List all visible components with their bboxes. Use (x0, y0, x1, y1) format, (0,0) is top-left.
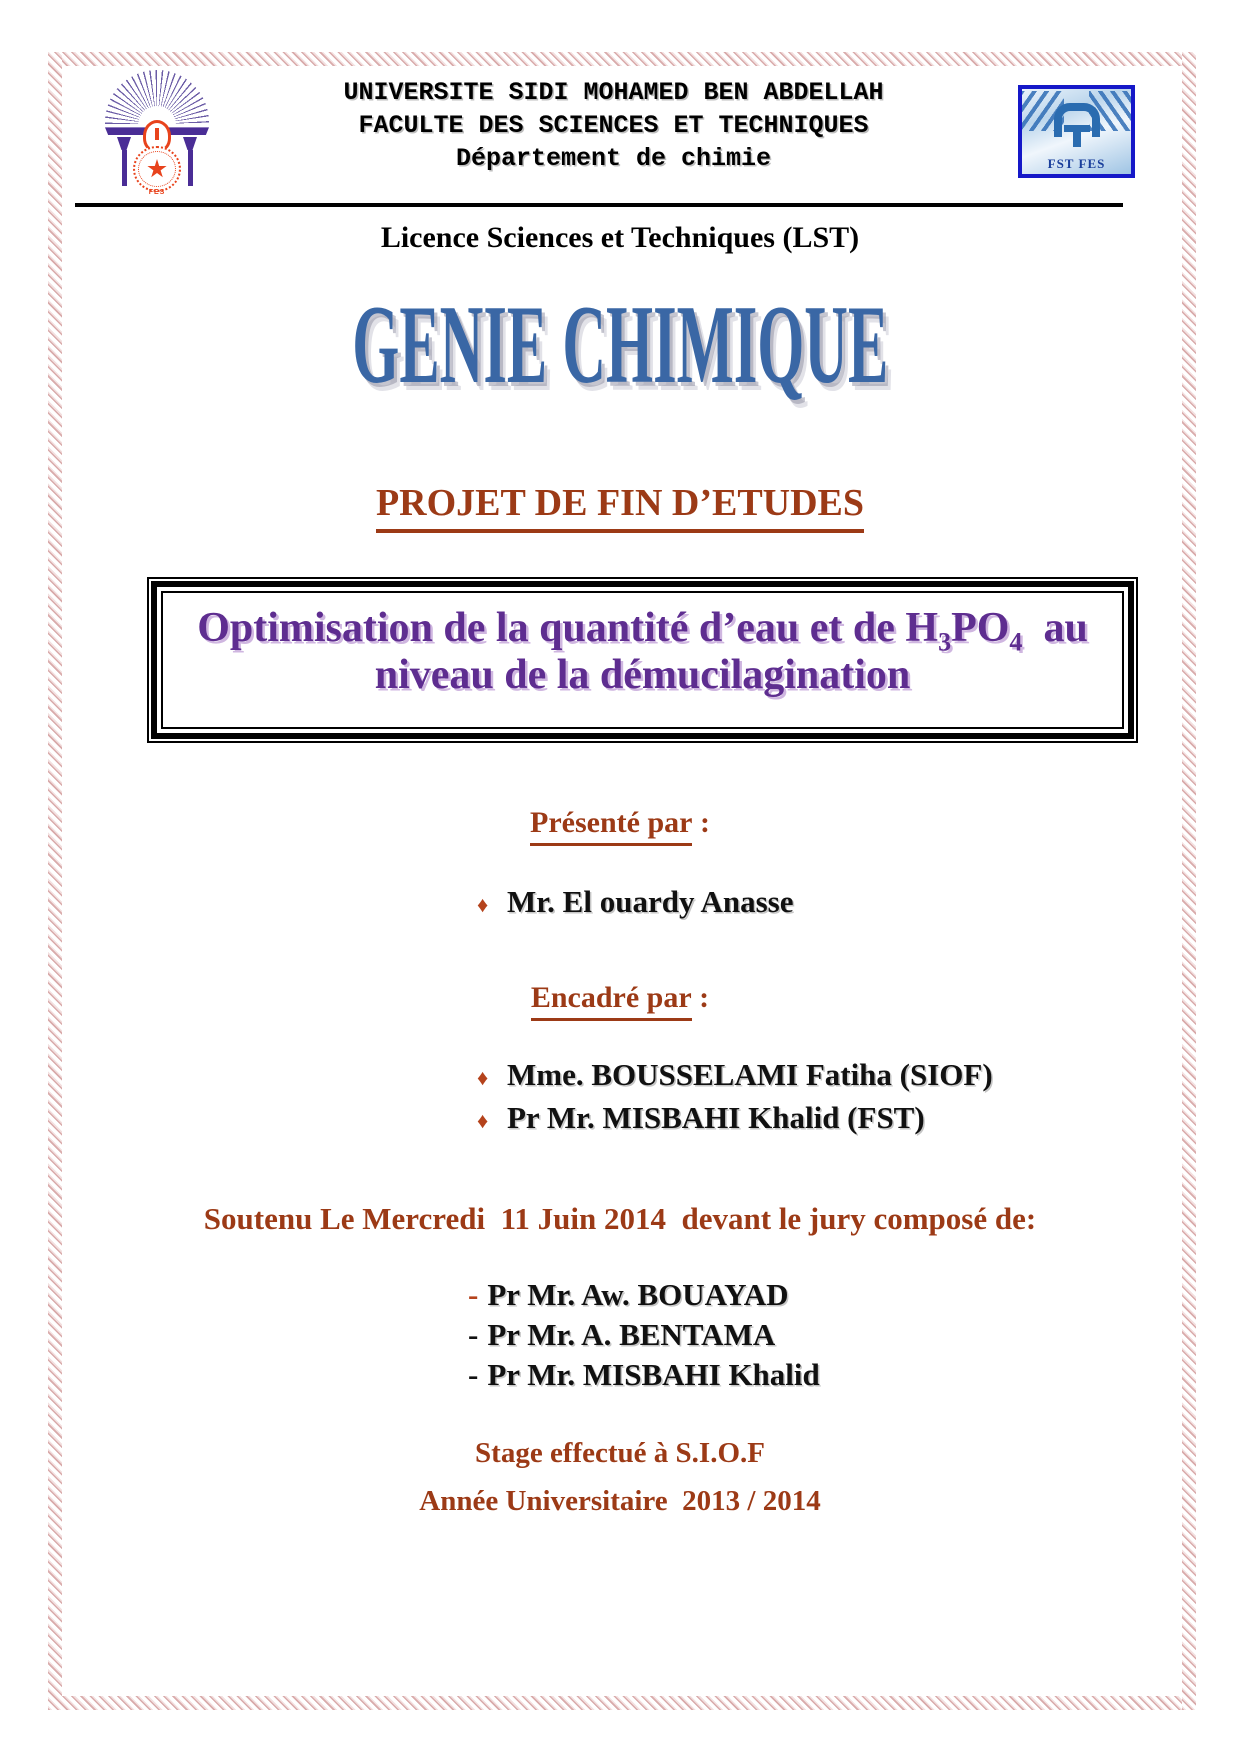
decorative-border-top (48, 52, 1196, 66)
author-name: Mr. El ouardy Anasse (507, 884, 794, 920)
report-type-heading (62, 481, 1178, 533)
presented-by-label: Présenté par : (62, 806, 1178, 846)
author-item (62, 882, 1178, 925)
fst-fes-logo (1018, 85, 1135, 178)
banner-genie-chimique: GENIE CHIMIQUE (351, 283, 888, 407)
diamond-bullet-icon: ♦ (477, 1065, 489, 1091)
emblem-torch-left-icon (117, 137, 131, 189)
jury-dash: - (468, 1357, 479, 1393)
page-content (62, 66, 1178, 1518)
jury-dash: - (468, 1317, 479, 1353)
thesis-title (169, 605, 1116, 699)
jury-member-name: Pr Mr. Aw. BOUAYAD (487, 1277, 789, 1313)
defense-intro: Soutenu Le Mercredi 11 Juin 2014 devant le jury composé de: (203, 1201, 1037, 1237)
supervisor-name: Pr Mr. MISBAHI Khalid (FST) (507, 1100, 925, 1136)
report-type-text: PROJET DE FIN D’ETUDES (376, 481, 864, 533)
program-title: Licence Sciences et Techniques (LST) (380, 221, 860, 254)
thesis-title-line1: Optimisation de la quantité d’eau et de $H_3PO_4$ au (197, 605, 1088, 657)
jury-member-name: Pr Mr. A. BENTAMA (487, 1317, 776, 1353)
supervisor-item (62, 1055, 1178, 1098)
supervisor-name: Mme. BOUSSELAMI Fatiha (SIOF) (507, 1057, 993, 1093)
emblem-caption: FES (148, 189, 166, 196)
document-header (62, 66, 1178, 194)
jury-member-name: Pr Mr. MISBAHI Khalid (487, 1357, 820, 1393)
university-name: UNIVERSITE SIDI MOHAMED BEN ABDELLAH (343, 78, 884, 107)
emblem-seal-icon (133, 146, 181, 192)
decorative-border-bottom (48, 1696, 1196, 1710)
department-name: Département de chimie (455, 144, 772, 173)
thesis-title-line2: niveau de la démucilagination (374, 652, 911, 699)
decorative-border-right (1182, 52, 1196, 1710)
thesis-title-box (147, 577, 1138, 743)
institution-header-text (209, 66, 1018, 175)
jury-list (62, 1275, 1178, 1395)
faculty-name: FACULTE DES SCIENCES ET TECHNIQUES (358, 111, 869, 140)
fst-logo-label: FST FES (1047, 156, 1106, 171)
supervisor-list (62, 1055, 1178, 1141)
header-divider (75, 203, 1123, 207)
academic-year: Année Universitaire 2013 / 2014 (419, 1485, 821, 1518)
supervised-by-label: Encadré par : (62, 981, 1178, 1021)
internship-location: Stage effectué à S.I.O.F (475, 1437, 765, 1470)
diamond-bullet-icon: ♦ (477, 1108, 489, 1134)
emblem-torch-right-icon (183, 137, 197, 189)
jury-member (468, 1355, 1178, 1395)
author-list (62, 882, 1178, 925)
diamond-bullet-icon: ♦ (477, 892, 489, 918)
jury-dash: - (468, 1277, 479, 1313)
jury-member (468, 1315, 1178, 1355)
jury-member (468, 1275, 1178, 1315)
fst-logo-monogram-stem (1073, 125, 1081, 147)
supervisor-item (62, 1098, 1178, 1141)
usmba-university-logo (105, 70, 209, 194)
banner-wrap (62, 283, 1178, 407)
decorative-border-left (48, 52, 62, 1710)
